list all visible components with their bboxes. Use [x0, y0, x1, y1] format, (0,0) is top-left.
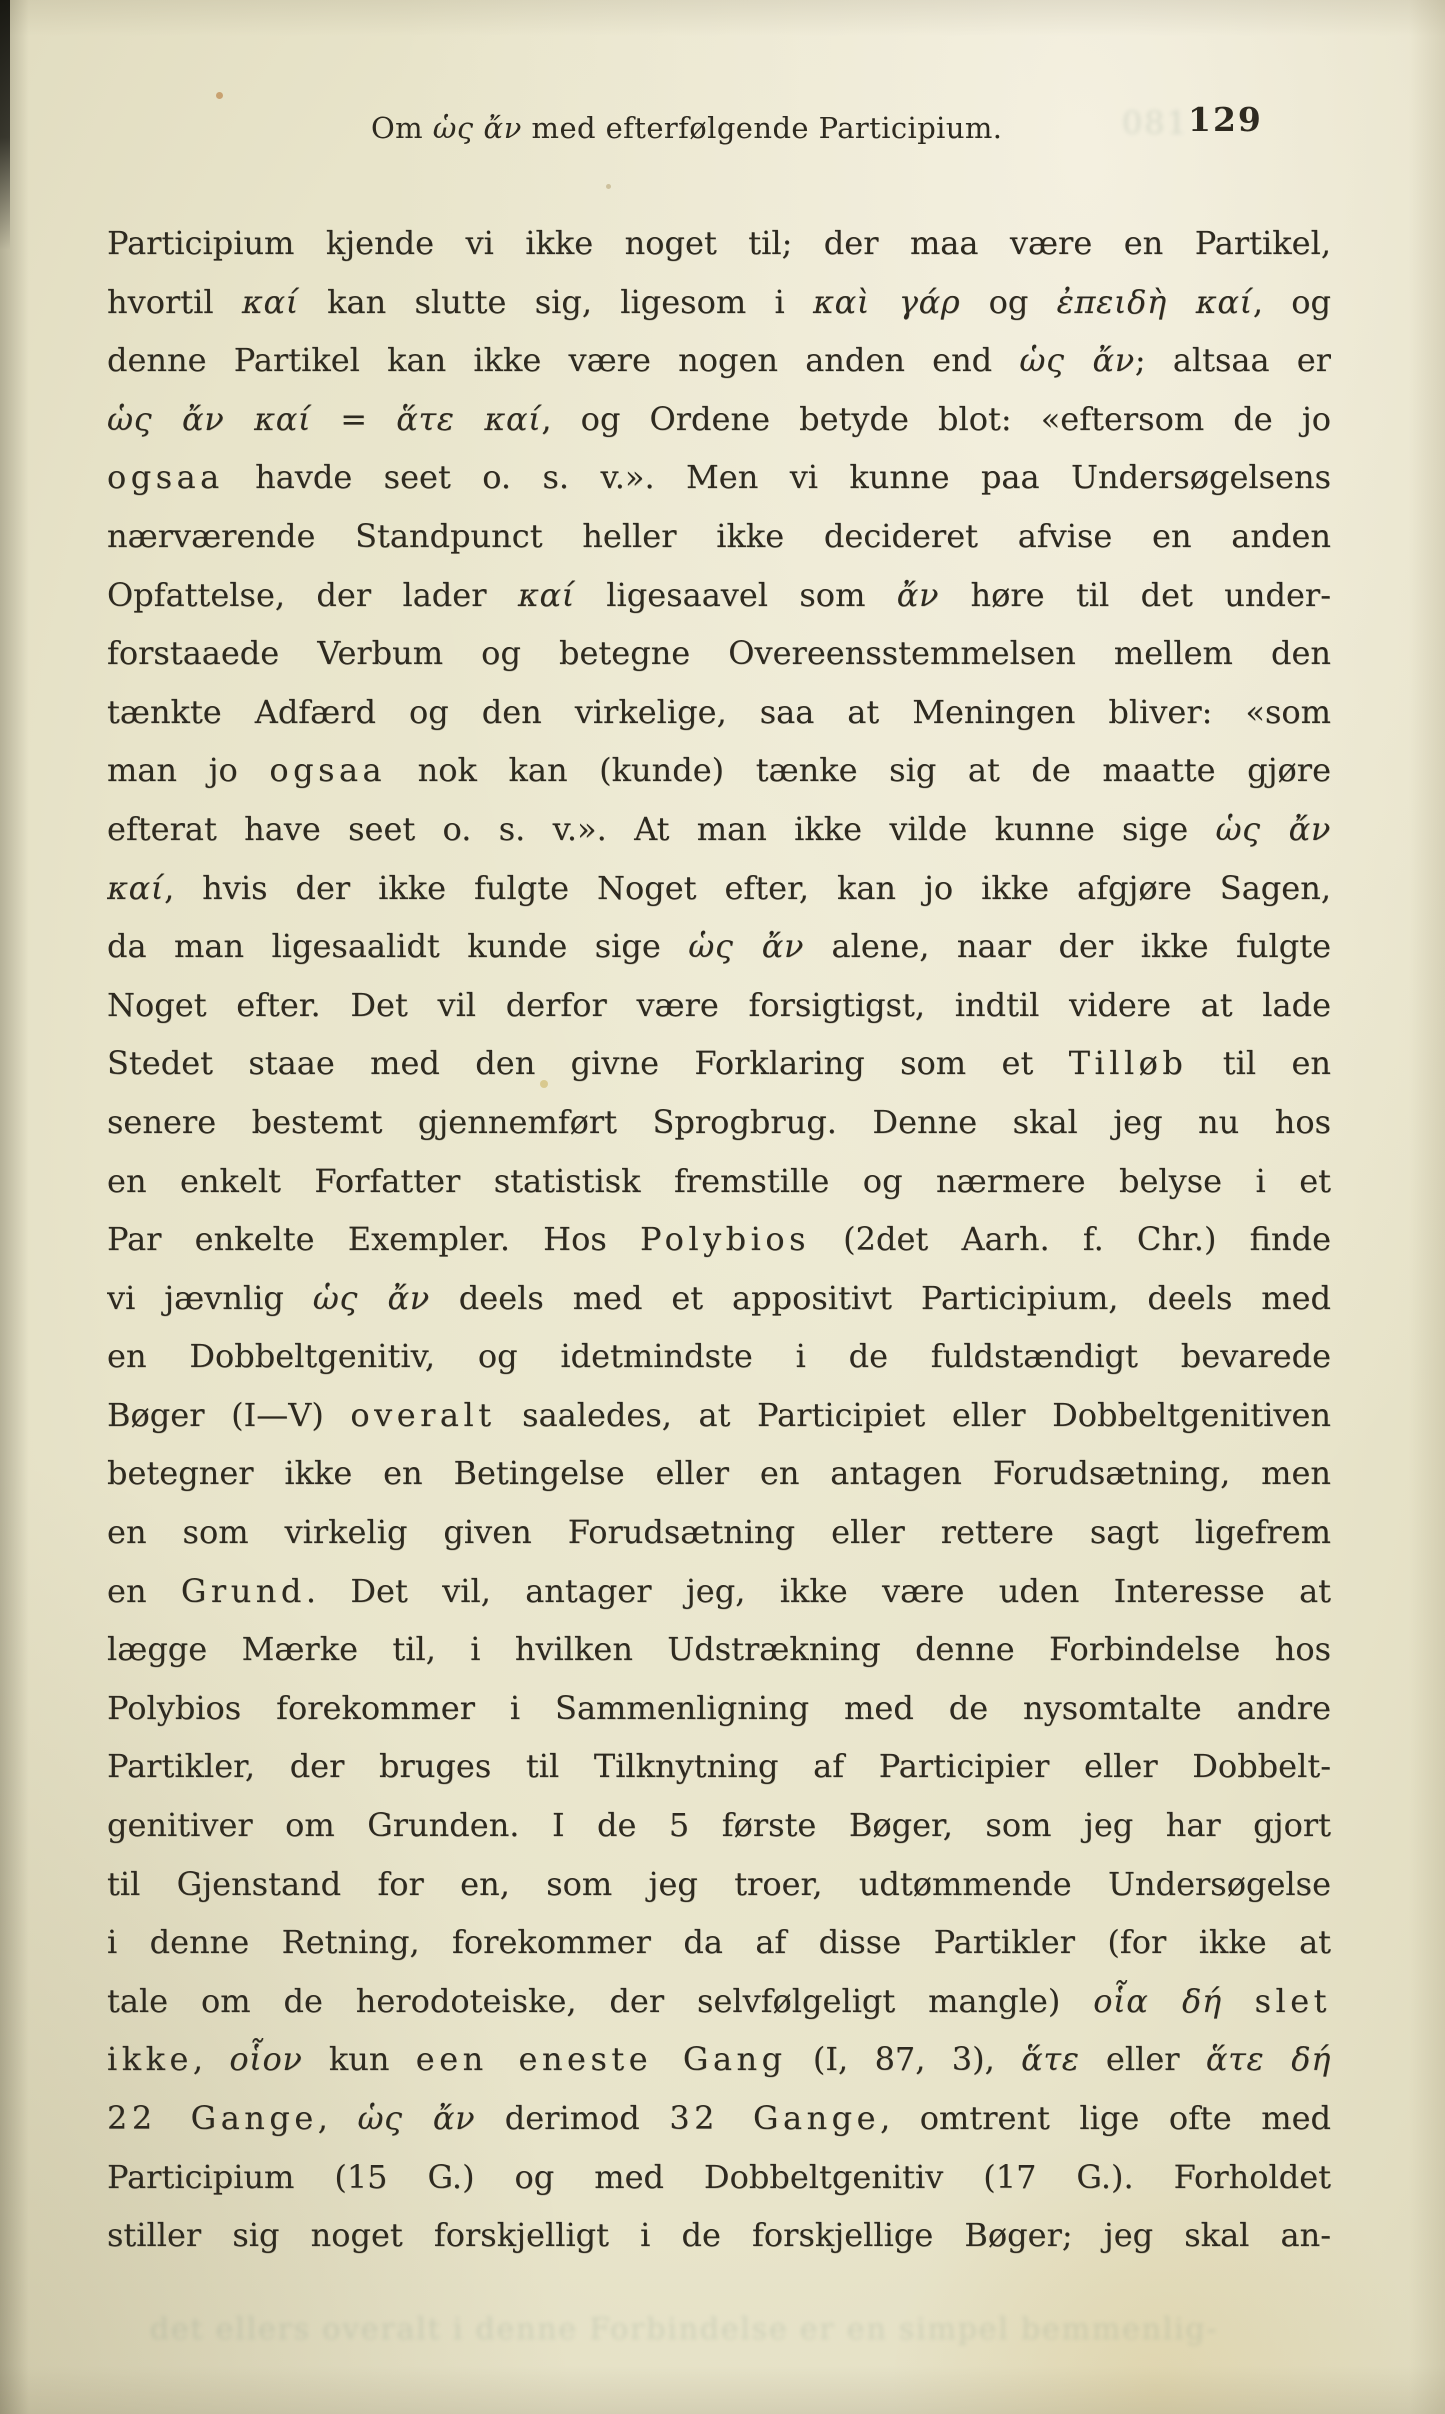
text-segment: Noget efter. Det vil derfor være forsigtigst, indtil videre at lade [107, 985, 1331, 1024]
text-segment: , og Ordene betyde blot: «eftersom de jo [541, 399, 1331, 438]
text-segment: med efterfølgende Participium. [521, 111, 1003, 145]
text-segment: havde seet o. s. v.». Men vi kunne paa Undersøgelsens [223, 458, 1331, 497]
text-line [107, 2089, 1331, 2148]
text-line [107, 1210, 1331, 1269]
text-line [107, 1913, 1331, 1972]
text-segment: = [311, 399, 397, 438]
text-segment: Bøger (I—V) [107, 1395, 351, 1434]
text-segment: ; altsaa er [1134, 341, 1331, 380]
text-line [107, 800, 1331, 859]
text-line [107, 273, 1331, 332]
text-segment: hvortil [107, 282, 242, 321]
greek-text: ὡς ἄν [1215, 809, 1331, 848]
text-segment: genitiver om Grunden. I de 5 første Bøger, som jeg har gjort [107, 1806, 1331, 1845]
text-line [107, 331, 1331, 390]
text-segment: , [192, 2040, 230, 2079]
text-segment: denne Partikel kan ikke være nogen anden end [107, 341, 1020, 380]
text-segment: eller [1079, 2040, 1206, 2079]
text-line [107, 1855, 1331, 1914]
text-line [107, 1034, 1331, 1093]
text-line [107, 214, 1331, 273]
greek-text: καί [241, 282, 299, 321]
text-segment: Partikler, der bruges til Tilknytning af Participier eller Dobbelt- [107, 1747, 1331, 1786]
text-segment: til en [1187, 1044, 1331, 1083]
text-line [107, 1796, 1331, 1855]
text-segment [1222, 1982, 1255, 2020]
text-segment: Polybios forekommer i Sammenligning med de nysomtalte andre [107, 1688, 1331, 1727]
text-segment: nok kan (kunde) tænke sig at de maatte gjøre [386, 751, 1331, 790]
text-line [107, 1327, 1331, 1386]
text-segment: deels med et appositivt Participium, deels med [429, 1278, 1331, 1317]
greek-text: καί [107, 868, 165, 907]
text-line [107, 976, 1331, 1035]
text-line [107, 741, 1331, 800]
paper-speck [216, 92, 223, 99]
text-segment: man jo [107, 751, 270, 790]
text-segment: derimod [475, 2099, 670, 2137]
text-segment: høre til det under- [939, 575, 1331, 614]
text-segment: , hvis der ikke fulgte Noget efter, kan jo ikke afgjøre Sagen, [164, 868, 1331, 907]
greek-text: οἷα δή [1093, 1981, 1222, 2020]
text-line [107, 390, 1331, 449]
text-segment: Stedet staae med den givne Forklaring som et [107, 1044, 1069, 1083]
text-line [107, 624, 1331, 683]
text-line [107, 1093, 1331, 1152]
text-segment: betegner ikke en Betingelse eller en antagen Forudsætning, men [107, 1454, 1331, 1493]
text-segment: nærværende Standpunct heller ikke decideret afvise en anden [107, 516, 1331, 555]
greek-text: ἄν [896, 575, 940, 614]
text-segment: en som virkelig given Forudsætning eller rettere sagt ligefrem [107, 1513, 1331, 1552]
text-line [107, 1386, 1331, 1445]
greek-text: ὡς ἄν [432, 111, 522, 145]
text-segment: kun [302, 2040, 416, 2079]
text-segment: Participium kjende vi ikke noget til; der maa være en Partikel, [107, 224, 1331, 262]
text-line [107, 1972, 1331, 2031]
text-line [107, 917, 1331, 976]
page-header-title [371, 111, 1002, 145]
text-segment: ikke [107, 2040, 193, 2079]
greek-text: ὡς ἄν [312, 1278, 430, 1317]
text-line [107, 1269, 1331, 1328]
text-segment: Par enkelte Exempler. Hos [107, 1220, 640, 1259]
text-line [107, 859, 1331, 918]
text-segment: 32 Gange [669, 2099, 881, 2137]
text-segment: efterat have seet o. s. v.». At man ikke vilde kunne sige [107, 809, 1216, 848]
greek-text: ἅτε καί [396, 399, 542, 438]
text-line [107, 1444, 1331, 1503]
text-segment: 22 Gange [107, 2099, 318, 2137]
ghost-bleedthrough-number: 081 [1122, 104, 1189, 142]
greek-text: ἅτε [1021, 2040, 1080, 2079]
scan-edge-shadow [0, 0, 10, 250]
text-segment: (2det Aarh. f. Chr.) finde [810, 1220, 1331, 1259]
ghost-bleedthrough-line: det ellers overalt i denne Forbindelse er en simpel bemmenlig- [150, 2312, 1219, 2347]
text-segment: slet [1254, 1981, 1331, 2020]
text-segment: en Dobbeltgenitiv, og idetmindste i de fuldstændigt bevarede [107, 1337, 1331, 1376]
page-body [107, 214, 1331, 2265]
text-segment: , [317, 2099, 358, 2137]
text-segment: i denne Retning, forekommer da af disse Partikler (for ikke at [107, 1923, 1331, 1962]
text-segment: een eneste Gang [415, 2040, 787, 2079]
text-line [107, 1737, 1331, 1796]
greek-text: καὶ γάρ [812, 282, 961, 321]
text-segment: Grund [180, 1571, 306, 1610]
text-segment: tale om de herodoteiske, der selvfølgeligt mangle) [107, 1981, 1094, 2020]
text-line [107, 1152, 1331, 1211]
text-line [107, 448, 1331, 507]
text-segment: en enkelt Forfatter statistisk fremstille og nærmere belyse i et [107, 1161, 1331, 1200]
text-line [107, 1562, 1331, 1621]
text-segment: alene, naar der ikke fulgte [804, 927, 1331, 966]
text-segment: lægge Mærke til, i hvilken Udstrækning denne Forbindelse hos [107, 1630, 1331, 1669]
text-line [107, 2030, 1331, 2089]
text-segment: da man ligesaalidt kunde sige [107, 927, 689, 966]
page-number: 129 [1188, 100, 1263, 139]
text-segment: stiller sig noget forskjelligt i de forskjellige Bøger; jeg skal an- [107, 2216, 1331, 2255]
greek-text: ὡς ἄν [1019, 341, 1135, 380]
text-line [107, 2148, 1331, 2207]
text-segment: , og [1252, 282, 1331, 321]
text-segment: Tilløb [1068, 1044, 1188, 1083]
text-segment: Om [371, 111, 433, 145]
text-segment: forstaaede Verbum og betegne Overeensstemmelsen mellem den [107, 634, 1331, 673]
text-segment: senere bestemt gjennemført Sprogbrug. Denne skal jeg nu hos [107, 1102, 1331, 1141]
text-line [107, 1503, 1331, 1562]
text-line [107, 2206, 1331, 2265]
text-segment: (I, 87, 3), [786, 2040, 1022, 2079]
text-segment: til Gjenstand for en, som jeg troer, udtømmende Undersøgelse [107, 1864, 1331, 1903]
greek-text: ὡς ἄν [688, 927, 805, 966]
greek-text: ὡς ἄν [357, 2099, 476, 2137]
greek-text: ὡς ἄν καί [107, 399, 312, 438]
greek-text: οἷον [229, 2040, 303, 2079]
text-segment: vi jævnlig [107, 1278, 313, 1317]
text-segment: , omtrent lige ofte med [880, 2099, 1331, 2137]
text-segment: Participium (15 G.) og med Dobbeltgenitiv (17 G.). Forholdet [107, 2157, 1331, 2196]
text-segment: ogsaa [107, 458, 224, 497]
text-segment: Polybios [639, 1220, 810, 1259]
text-line [107, 507, 1331, 566]
paper-speck [540, 1080, 548, 1088]
text-segment: tænkte Adfærd og den virkelige, saa at Meningen bliver: «som [107, 692, 1331, 731]
text-line [107, 683, 1331, 742]
greek-text: ἐπειδὴ καί [1056, 282, 1253, 321]
text-segment: ogsaa [269, 751, 387, 790]
text-line [107, 566, 1331, 625]
text-line [107, 1620, 1331, 1679]
text-segment: ligesaavel som [574, 575, 897, 614]
text-segment: overalt [350, 1395, 496, 1434]
text-segment: kan slutte sig, ligesom i [298, 282, 813, 321]
text-segment: en [107, 1571, 181, 1610]
text-segment: . Det vil, antager jeg, ikke være uden Interesse at [305, 1571, 1331, 1610]
text-segment: og [960, 282, 1057, 321]
text-line [107, 1679, 1331, 1738]
text-segment: saaledes, at Participiet eller Dobbeltgenitiven [495, 1395, 1331, 1434]
greek-text: καί [517, 575, 575, 614]
greek-text: ἅτε δή [1205, 2040, 1331, 2079]
paper-speck [606, 184, 611, 189]
text-segment: Opfattelse, der lader [107, 575, 518, 614]
